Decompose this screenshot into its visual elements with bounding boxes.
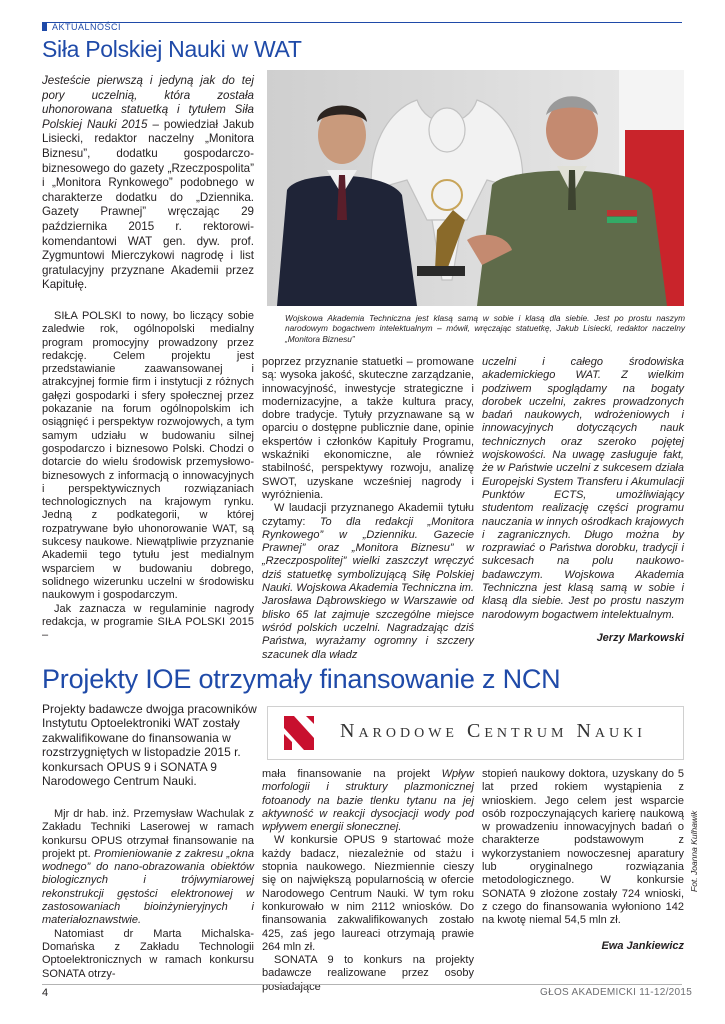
article-column-2 (262, 768, 474, 994)
paragraph (42, 808, 254, 928)
laudation-quote: To dla redakcji „Monitora Rynkowego” w „Dzienniku. Gazecie Prawnej” oraz „Monitora Biznesu” w „Rzeczpospolitej” wielki zaszczyt wręczyć dziś statuetkę symbolizującą Siłę Polskiej Nauki. Wojskowa Akademia Techniczna im. Jarosława Dąbrowskiego w Warszawie od blisko 65 lat zajmuje szczególne miejsce wśród polskich uczelni. Nagradzając dziś Państwa, wyrażamy ogromny i szczery szacunek dla władz (262, 515, 474, 661)
paragraph: Jak zaznacza w regulaminie nagrody redakcja, w programie SIŁA POLSKI 2015 – (42, 602, 254, 642)
paragraph (262, 502, 474, 662)
paragraph: stopień naukowy doktora, uzyskany do 5 lat przed rokiem wystąpienia z wnioskiem. Jego celem jest wsparcie osób rozpoczynających karierę naukową w prowadzeniu innowacyjnych badań o charakterze podstawowym z wykorzystaniem nowoczesnej aparatury lub oryginalnego rozwiązania metodologicznego. W konkursie SONATA 9 złożone zostały 724 wnioski, z czego do finansowania wyłoniono 142 na kwotę niemal 54,5 mln zł. (482, 768, 684, 927)
author-signature: Ewa Jankiewicz (601, 939, 684, 952)
article-lead (42, 74, 254, 293)
author-signature: Jerzy Markowski (596, 631, 684, 644)
laudation-intro: W laudacji przyznanego Akademii tytułu czytamy: (262, 502, 474, 528)
lead-text: – powiedział Jakub Lisiecki, redaktor naczelny „Monitora Biznesu”, dodatku gospodarczo-biznesowego do gazety „Rzeczpospolita” i „Monitora Rynkowego” podobnego w charakterze dodatku do „Dziennika. Gazety Prawnej” wręczając 29 października 2015 r. rektorowi-komendantowi WAT gen. dyw. prof. Zygmuntowi Mierczykowi nagrodę i list gratulacyjny przyznane Akademii przez Kapitułę. (42, 117, 254, 292)
article-column-3 (482, 768, 684, 953)
paragraph (262, 768, 474, 834)
article-lead: Projekty badawcze dwojga pracowników Instytutu Optoelektroniki WAT zostały zakwalifikowane do finansowania w rozstrzygniętych w listopadzie 2015 r. konkursach OPUS 9 i SONATA 9 Narodowego Centrum Nauki. (42, 702, 257, 789)
article-column-1 (42, 310, 254, 642)
section-label: AKTUALNOŚCI (52, 22, 122, 32)
project-title: Promieniowanie z zakresu „okna wodnego” do nano-obrazowania obiektów biologicznych i trójwymiarowej rekonstrukcji gęstości elektronowej w zastosowaniach bioinżynieryjnych i materiałoznawstwie. (42, 847, 254, 927)
lead-quote: Jesteście pierwszą i jedyną jak do tej pory uczelnią, która została uhonorowana statuetką i tytułem Siła Polskiej Nauki 2015 (42, 74, 254, 131)
paragraph-text: mała finansowanie na projekt (262, 768, 442, 780)
photo-caption: Wojskowa Akademia Techniczna jest klasą samą w sobie i klasą dla siebie. Jest po prostu naszym narodowym bogactwem intelektualnym – mówił, wręczając statuetkę, Jakub Lisiecki, redaktor naczelny „Monitora Biznesu” (285, 313, 685, 344)
footer-rule (42, 984, 682, 985)
paragraph: poprzez przyznanie statuetki – promowane są: wysoka jakość, skuteczne zarządzanie, innowacyjność, inwestycje strategiczne i modernizacyjne, a także kultura pracy, dobre tradycje. Tytuły przyznawane są w oparciu o dostępne publicznie dane, opinie ekspertów i członków Kapituły Programu, wskaźniki ekonomiczne, ale również stabilność, perspektywy rozwoju, analizę SWOT, uzyskane wcześniej nagrody i wyróżnienia. (262, 356, 474, 501)
article-column-3 (482, 356, 684, 645)
award-photo-illustration (267, 70, 684, 306)
paragraph: SONATA 9 to konkurs na projekty badawcze realizowane przez osoby posiadające (262, 954, 474, 993)
article-column-2 (262, 356, 474, 662)
ncn-logo-text: Narodowe Centrum Nauki (340, 720, 646, 742)
article-title: Siła Polskiej Nauki w WAT (42, 36, 302, 62)
paragraph: uczelni i całego środowiska akademickiego WAT. Z wielkim podziwem spoglądamy na bogaty dorobek uczelni, zakres prowadzonych badań naukowych, wdrożeniowych i innowacyjnych dotyczących nauk technicznych oraz szeroko pojętej wojskowości. Na uwagę zasługuje fakt, że w Państwie uczelni z sukcesem działa Europejski System Transferu i Akumulacji Punktów ECTS, umożliwiający studentom realizację części programu nauczania w innych ośrodkach krajowych i zagranicznych. Długo można by rozprawiać o Państwa dorobku, tradycji i sukcesach na polu naukowo-badawczym. Wojskowa Akademia Techniczna jest klasą samą w sobie i klasą dla siebie. Jest po prostu naszym narodowym bogactwem intelektualnym. (482, 356, 684, 621)
paragraph: Natomiast dr Marta Michalska-Domańska z Zakładu Technologii Optoelektronicznych w ramach konkursu SONATA otrzy- (42, 927, 254, 980)
award-photo (267, 70, 684, 306)
photo-credit: Fot. Joanna Kulhawik (689, 810, 699, 892)
ncn-logo-icon (284, 716, 314, 750)
paragraph-text: Mjr dr hab. inż. Przemysław Wachulak z Zakładu Techniki Laserowej w ramach konkursu OPUS otrzymał finansowanie na projekt pt. (42, 808, 254, 860)
paragraph: W konkursie OPUS 9 startować może każdy badacz, niezależnie od stażu i stopnia naukowego. Niezmiennie cieszy się on największą popularnością w ofercie Narodowego Centrum Nauki. W tym roku konkurowało w nim 2112 wniosków. Do finansowania zakwalifikowanych zostało 425, zaś jego laureaci otrzymają prawie 264 mln zł. (262, 834, 474, 953)
article-column-1 (42, 808, 254, 981)
magazine-title: GŁOS AKADEMICKI 11-12/2015 (540, 987, 693, 998)
paragraph: SIŁA POLSKI to nowy, bo liczący sobie zaledwie rok, ogólnopolski medialny program promocyjny prowadzony przez redakcję. Celem projektu jest przedstawianie zaawansowanej i atrakcyjnej formie firm i instytucji z różnych gałęzi gospodarki i sfery społecznej przez pokazanie na forum ogólnopolskim ich osiągnięć i perspektyw rozwojowych, a tym samym udziału w budowaniu silnej gospodarczo i biznesowo Polski. Chodzi o dotarcie do wielu środowisk przemysłowo-biznesowych z informacją o innowacyjnych i perspektywicznych rozwiązaniach technologicznych na krajowym rynku. Jedną z podkategorii, w której rozpatrywane było uhonorowanie WAT, są sukcesy naukowe. Niewątpliwie przyznanie Akademii tego tytułu jest medialnym wsparciem w budowaniu dobrego, solidnego wizerunku uczelni w środowisku naukowym i gospodarczym. (42, 310, 254, 602)
section-header-rule (42, 22, 682, 32)
page-number: 4 (42, 987, 49, 999)
project-title: Wpływ morfologii i struktury plazmonicznej fotoanody na bazie tlenku tytanu na jej aktywność w reakcji dysocjacji wody pod wpływem energii słonecznej. (262, 768, 474, 834)
section-header-marker (42, 22, 47, 31)
article-title: Projekty IOE otrzymały finansowanie z NCN (42, 664, 561, 694)
